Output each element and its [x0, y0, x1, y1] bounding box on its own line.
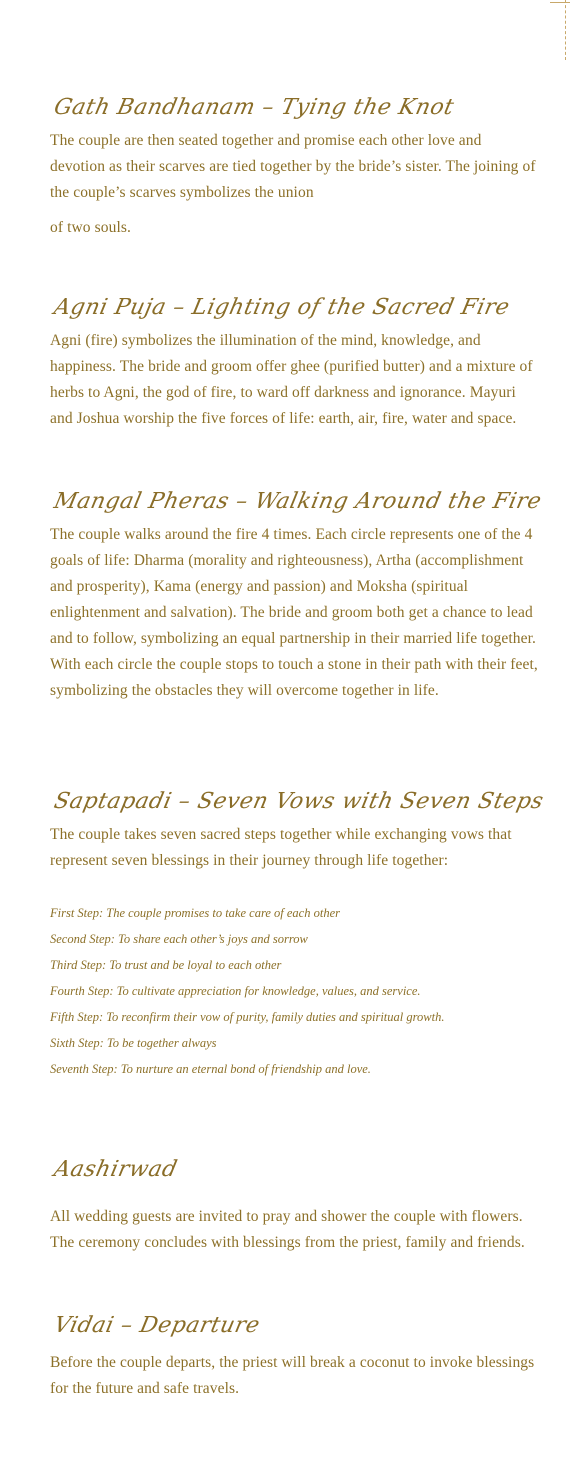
step-item: Third Step: To trust and be loyal to each other — [50, 958, 282, 972]
section-title: Saptapadi – Seven Vows with Seven Steps — [51, 789, 546, 814]
section-title: Mangal Pheras – Walking Around the Fire — [51, 489, 544, 514]
crop-mark-horizontal — [550, 2, 570, 3]
step-item: Seventh Step: To nurture an eternal bond of friendship and love. — [50, 1062, 371, 1076]
section-vidai — [50, 1306, 540, 1402]
section-body: The couple walks around the fire 4 times. Each circle represents one of the 4 goals of life: Dharma (morality and righteousness), Artha (accomplishment and prosperity), Kama (energy and passion) and Moksha (spiritual enlightenment and salvation). The bride and groom both get a chance to lead and to follow, symbolizing an equal partnership in their married life together. With each circle the couple stops to touch a stone in their path with their feet, symbolizing the obstacles they will overcome together in life. — [50, 526, 538, 699]
section-title: Aashirwad — [51, 1157, 180, 1182]
section-title: Agni Puja – Lighting of the Sacred Fire — [51, 295, 512, 320]
ceremony-program — [50, 88, 546, 1402]
section-gath-bandhanam — [50, 88, 540, 288]
section-body: The couple takes seven sacred steps together while exchanging vows that represent seven blessings in their journey through life together: — [50, 826, 512, 869]
section-title: Gath Bandhanam – Tying the Knot — [51, 95, 457, 120]
section-mangal-pheras — [50, 482, 544, 782]
section-body: All wedding guests are invited to pray and shower the couple with flowers. The ceremony concludes with blessings from the priest, family and friends. — [50, 1208, 525, 1251]
step-item: First Step: The couple promises to take care of each other — [50, 906, 340, 920]
crop-mark-vertical — [565, 0, 566, 60]
section-aashirwad — [50, 1150, 540, 1306]
step-item: Fourth Step: To cultivate appreciation for knowledge, values, and service. — [50, 984, 421, 998]
section-body: Agni (fire) symbolizes the illumination of the mind, knowledge, and happiness. The bride and groom offer ghee (purified butter) and a mixture of herbs to Agni, the god of fire, to ward off darkness and ignorance. Mayuri and Joshua worship the five forces of life: earth, air, fire, water and space. — [50, 332, 533, 427]
section-title: Vidai – Departure — [51, 1313, 263, 1338]
step-item: Second Step: To share each other’s joys and sorrow — [50, 932, 308, 946]
section-agni-puja — [50, 288, 540, 482]
section-body: Before the couple departs, the priest will break a coconut to invoke blessings for the future and safe travels. — [50, 1354, 535, 1397]
section-body-text: The couple are then seated together and promise each other love and devotion as their scarves are tied together by the bride’s sister. The joining of the couple’s scarves symbolizes the union — [50, 132, 536, 201]
section-body — [50, 128, 540, 241]
seven-steps-list — [50, 900, 540, 1082]
crop-mark — [548, 0, 570, 60]
section-saptapadi — [50, 782, 546, 1150]
section-body-last-line: of two souls. — [50, 219, 131, 236]
step-item: Sixth Step: To be together always — [50, 1036, 217, 1050]
step-item: Fifth Step: To reconfirm their vow of purity, family duties and spiritual growth. — [50, 1010, 445, 1024]
